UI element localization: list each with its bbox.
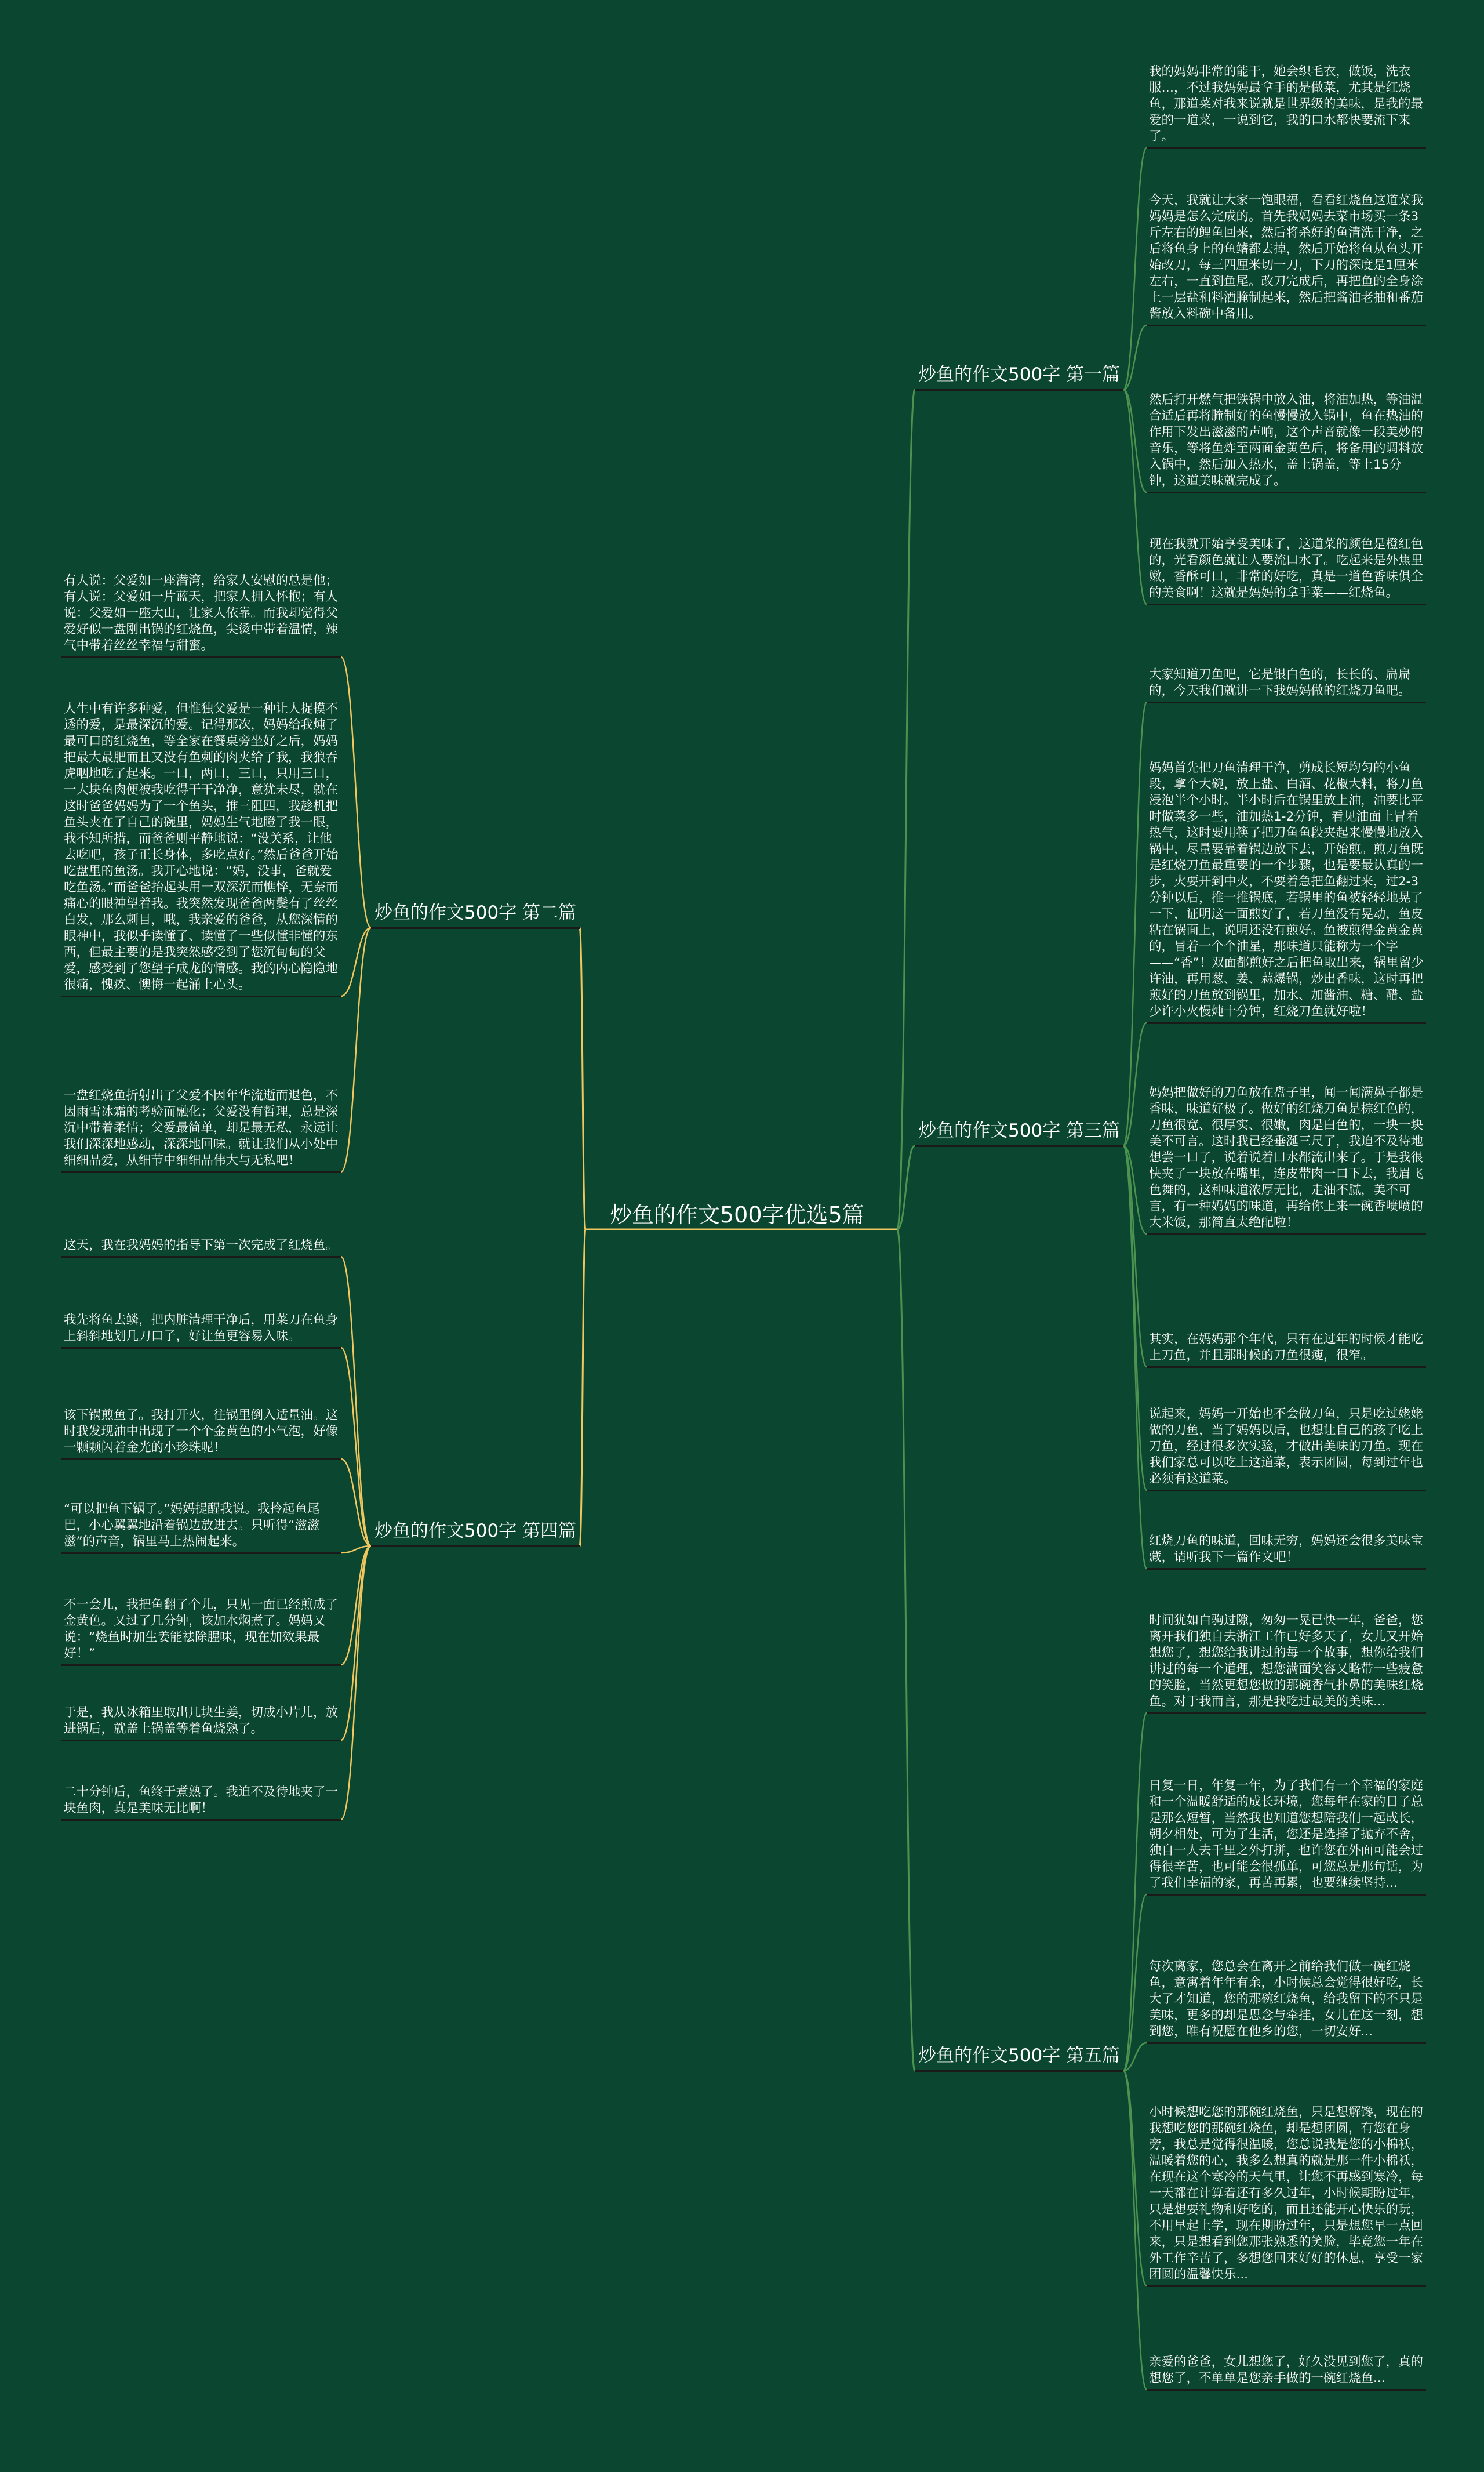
branch-3-leaf-6[interactable]: 红烧刀鱼的味道，回味无穷，妈妈还会很多美味宝藏，请听我下一篇作文吧！	[1147, 1533, 1426, 1570]
connector-line-8	[341, 657, 371, 928]
branch-3-leaf-1[interactable]: 大家知道刀鱼吧，它是银白色的，长长的、扁扁的，今天我们就讲一下我妈妈做的红烧刀鱼吧。	[1147, 667, 1426, 703]
branch-3-leaf-2[interactable]: 妈妈首先把刀鱼清理干净，剪成长短均匀的小鱼段，拿个大碗，放上盐、白酒、花椒大料，将刀鱼浸泡半个小时。半小时后在锅里放上油，油要比平时做菜多一些，油加热1-2分钟，看见油面上冒着热气，这时要用筷子把刀鱼鱼段夹起来慢慢地放入锅中，尽量要靠着锅边放下去，开始煎。煎刀鱼既是红烧刀鱼最重要的一个步骤，也是要最认真的一步，火要开到中火，不要着急把鱼翻过来，过2-3分钟以后，推一推锅底，若锅里的鱼被轻轻地晃了一下，证明这一面煎好了，若刀鱼没有晃动，鱼皮粘在锅面上，说明还没有煎好。鱼被煎得金黄金黄的，冒着一个个油星，那味道只能称为一个字——“香”！双面都煎好之后把鱼取出来，锅里留少许油，再用葱、姜、蒜爆锅，炒出香味，这时再把煎好的刀鱼放到锅里，加水、加酱油、糖、醋、盐少许小火慢炖十分钟，红烧刀鱼就好啦！	[1147, 760, 1426, 1024]
branch-5-leaf-5[interactable]: 亲爱的爸爸，女儿想您了，好久没见到您了，真的想您了，不单单是您亲手做的一碗红烧鱼...	[1147, 2354, 1426, 2391]
branch-3-leaf-3[interactable]: 妈妈把做好的刀鱼放在盘子里，闻一闻满鼻子都是香味，味道好极了。做好的红烧刀鱼是棕红色的，刀鱼很宽、很厚实、很嫩，肉是白色的，一块一块美不可言。这时我已经垂涎三尺了，我迫不及待地想尝一口了，说着说着口水都流出来了。于是我很快夹了一块放在嘴里，连皮带肉一口下去，我眉飞色舞的，这种味道浓厚无比，走油不腻，美不可言，有一种妈妈的味道，再给你上来一碗香喷喷的大米饭，那简直太绝配啦！	[1147, 1085, 1426, 1235]
branch-1-title[interactable]: 炒鱼的作文500字 第一篇	[915, 362, 1123, 391]
branch-4-title[interactable]: 炒鱼的作文500字 第四篇	[371, 1519, 580, 1547]
branch-1-leaf-1[interactable]: 我的妈妈非常的能干，她会织毛衣，做饭，洗衣服…，不过我妈妈最拿手的是做菜，尤其是红烧鱼，那道菜对我来说就是世界级的美味，是我的最爱的一道菜，一说到它，我的口水都快要流下来了。	[1147, 64, 1426, 149]
branch-3-leaf-5[interactable]: 说起来，妈妈一开始也不会做刀鱼，只是吃过姥姥做的刀鱼，当了妈妈以后，也想让自己的孩子吃上刀鱼，经过很多次实验，才做出美味的刀鱼。现在我们家总可以吃上这道菜，表示团圆，每到过年也必须有这道菜。	[1147, 1406, 1426, 1491]
branch-4-leaf-4[interactable]: “可以把鱼下锅了。”妈妈提醒我说。我拎起鱼尾巴，小心翼翼地沿着锅边放进去。只听得“滋滋滋”的声音，锅里马上热闹起来。	[61, 1501, 341, 1554]
branch-5-leaf-3[interactable]: 每次离家，您总会在离开之前给我们做一碗红烧鱼，意寓着年年有余，小时候总会觉得很好吃，长大了才知道，您的那碗红烧鱼，给我留下的不只是美味，更多的却是思念与牵挂，女儿在这一刻，想到您，唯有祝愿在他乡的您，一切安好...	[1147, 1959, 1426, 2044]
connector-line-5	[1123, 390, 1147, 492]
branch-5-leaf-4[interactable]: 小时候想吃您的那碗红烧鱼，只是想解馋，现在的我想吃您的那碗红烧鱼，却是想团圆，有您在身旁，我总是觉得很温暖，您总说我是您的小棉袄，温暖着您的心，我多么想真的就是那一件小棉袄，在现在这个寒冷的天气里，让您不再感到寒冷，每一天都在计算着还有多久过年，小时候期盼过年，只是想要礼物和好吃的，而且还能开心快乐的玩，不用早起上学，现在期盼过年，只是想您早一点回来，只是想看到您那张熟悉的笑脸，毕竟您一年在外工作辛苦了，多想您回来好好的休息，享受一家团圆的温馨快乐...	[1147, 2104, 1426, 2287]
branch-3-leaf-4[interactable]: 其实，在妈妈那个年代，只有在过年的时候才能吃上刀鱼，并且那时候的刀鱼很瘦，很窄。	[1147, 1331, 1426, 1368]
connector-line-31	[1123, 2071, 1147, 2390]
root-topic[interactable]: 炒鱼的作文500字优选5篇	[610, 1202, 864, 1228]
connector-line-24	[341, 1546, 371, 1740]
connector-line-20	[341, 1348, 371, 1546]
branch-5-leaf-1[interactable]: 时间犹如白驹过隙，匆匆一晃已快一年，爸爸，您离开我们独自去浙江工作已好多天了，女儿又开始想您了，想您给我讲过的每一个故事，想你给我们讲过的每一个道理，想您满面笑容又略带一些疲惫的笑脸，当然更想您做的那碗香气扑鼻的美味红烧鱼。对于我而言，那是我吃过最美的美味...	[1147, 1613, 1426, 1714]
branch-2-title[interactable]: 炒鱼的作文500字 第二篇	[371, 901, 580, 929]
branch-4-leaf-1[interactable]: 这天，我在我妈妈的指导下第一次完成了红烧鱼。	[61, 1237, 341, 1258]
connector-line-7	[580, 928, 585, 1229]
branch-2-leaf-2[interactable]: 人生中有许多种爱，但惟独父爱是一种让人捉摸不透的爱，是最深沉的爱。记得那次，妈妈给我炖了最可口的红烧鱼，等全家在餐桌旁坐好之后，妈妈把最大最肥而且又没有鱼刺的肉夹给了我，我狼吞虎咽地吃了起来。一口，两口，三口，只用三口，一大块鱼肉便被我吃得干干净净，意犹未尽，就在这时爸爸妈妈为了一个鱼头，推三阻四，我趁机把鱼头夹在了自己的碗里，妈妈生气地瞪了我一眼，我不知所措，而爸爸则平静地说：“没关系，让他去吃吧，孩子正长身体，多吃点好。”然后爸爸开始吃盘里的鱼汤。我开心地说：“妈，没事，爸就爱吃鱼汤。”而爸爸抬起头用一双深沉而憔悴，无奈而痛心的眼神望着我。我突然发现爸爸两鬓有了丝丝白发，那么刺目，哦，我亲爱的爸爸，从您深情的眼神中，我似乎读懂了、读懂了一些似懂非懂的东西，但最主要的是我突然感受到了您沉甸甸的父爱，感受到了您望子成龙的情感。我的内心隐隐地很痛，愧疚、懊悔一起涌上心头。	[61, 701, 341, 997]
branch-2-leaf-1[interactable]: 有人说：父爱如一座潜湾，给家人安慰的总是他；有人说：父爱如一片蓝天，把家人拥入怀抱；有人说：父爱如一座大山，让家人依靠。而我却觉得父爱好似一盘刚出锅的红烧鱼，尖烫中带着温情，辣气中带着丝丝幸福与甜蜜。	[61, 573, 341, 658]
connector-line-6	[1123, 390, 1147, 604]
branch-1-leaf-4[interactable]: 现在我就开始享受美味了，这道菜的颜色是橙红色的，光看颜色就让人要流口水了。吃起来是外焦里嫩，香酥可口，非常的好吃，真是一道色香味俱全的美食啊！这就是妈妈的拿手菜——红烧鱼。	[1147, 536, 1426, 605]
branch-4-leaf-5[interactable]: 不一会儿，我把鱼翻了个儿，只见一面已经煎成了金黄色。又过了几分钟，该加水焖煮了。妈妈又说：“烧鱼时加生姜能祛除腥味，现在加效果最好！”	[61, 1597, 341, 1666]
branch-1-leaf-3[interactable]: 然后打开燃气把铁锅中放入油，将油加热，等油温合适后再将腌制好的鱼慢慢放入锅中，鱼在热油的作用下发出滋滋的声响，这个声音就像一段美妙的音乐，等将鱼炸至两面金黄色后，将备用的调料放入锅中，然后加入热水，盖上锅盖，等上15分钟，这道美味就完成了。	[1147, 392, 1426, 493]
connector-line-27	[1123, 1713, 1147, 2071]
connector-line-26	[897, 1229, 915, 2071]
connector-line-16	[1123, 1146, 1147, 1490]
connector-line-2	[897, 390, 915, 1229]
connector-line-18	[580, 1229, 585, 1546]
connector-line-30	[1123, 2071, 1147, 2286]
branch-4-leaf-7[interactable]: 二十分钟后，鱼终于煮熟了。我迫不及待地夹了一块鱼肉，真是美味无比啊！	[61, 1784, 341, 1821]
branch-4-leaf-6[interactable]: 于是，我从冰箱里取出几块生姜，切成小片儿，放进锅后，就盖上锅盖等着鱼烧熟了。	[61, 1705, 341, 1741]
connector-line-3	[1123, 148, 1147, 390]
branch-1-leaf-2[interactable]: 今天，我就让大家一饱眼福，看看红烧鱼这道菜我妈妈是怎么完成的。首先我妈妈去菜市场买一条3斤左右的鲤鱼回来，然后将杀好的鱼清洗干净，之后将鱼身上的鱼鳍都去掉，然后开始将鱼从鱼头开始改刀，每三四厘米切一刀，下刀的深度是1厘米左右，一直到鱼尾。改刀完成后，再把鱼的全身涂上一层盐和料酒腌制起来，然后把酱油老抽和番茄酱放入料碗中备用。	[1147, 193, 1426, 326]
branch-2-leaf-3[interactable]: 一盘红烧鱼折射出了父爱不因年华流逝而退色，不因雨雪冰霜的考验而融化；父爱没有哲理，总是深沉中带着柔情；父爱最简单，却是最无私，永远让我们深深地感动，深深地回味。就让我们从小处中细细品爱，从细节中细细品伟大与无私吧！	[61, 1088, 341, 1173]
branch-4-leaf-3[interactable]: 该下锅煎鱼了。我打开火，往锅里倒入适量油。这时我发现油中出现了一个个金黄色的小气泡，好像一颗颗闪着金光的小珍珠呢！	[61, 1407, 341, 1460]
connector-line-25	[341, 1546, 371, 1820]
branch-4-leaf-2[interactable]: 我先将鱼去鳞，把内脏清理干净后，用菜刀在鱼身上斜斜地划几刀口子，好让鱼更容易入味。	[61, 1312, 341, 1349]
branch-5-title[interactable]: 炒鱼的作文500字 第五篇	[915, 2043, 1123, 2072]
branch-5-leaf-2[interactable]: 日复一日，年复一年，为了我们有一个幸福的家庭和一个温暖舒适的成长环境，您每年在家的日子总是那么短暂，当然我也知道您想陪我们一起成长，朝夕相处，可为了生活，您还是选择了抛弃不舍，独自一人去千里之外打拼，也许您在外面可能会过得很辛苦，也可能会很孤单，可您总是那句话，为了我们幸福的家，再苦再累，也要继续坚持...	[1147, 1778, 1426, 1896]
branch-3-title[interactable]: 炒鱼的作文500字 第三篇	[915, 1119, 1123, 1147]
